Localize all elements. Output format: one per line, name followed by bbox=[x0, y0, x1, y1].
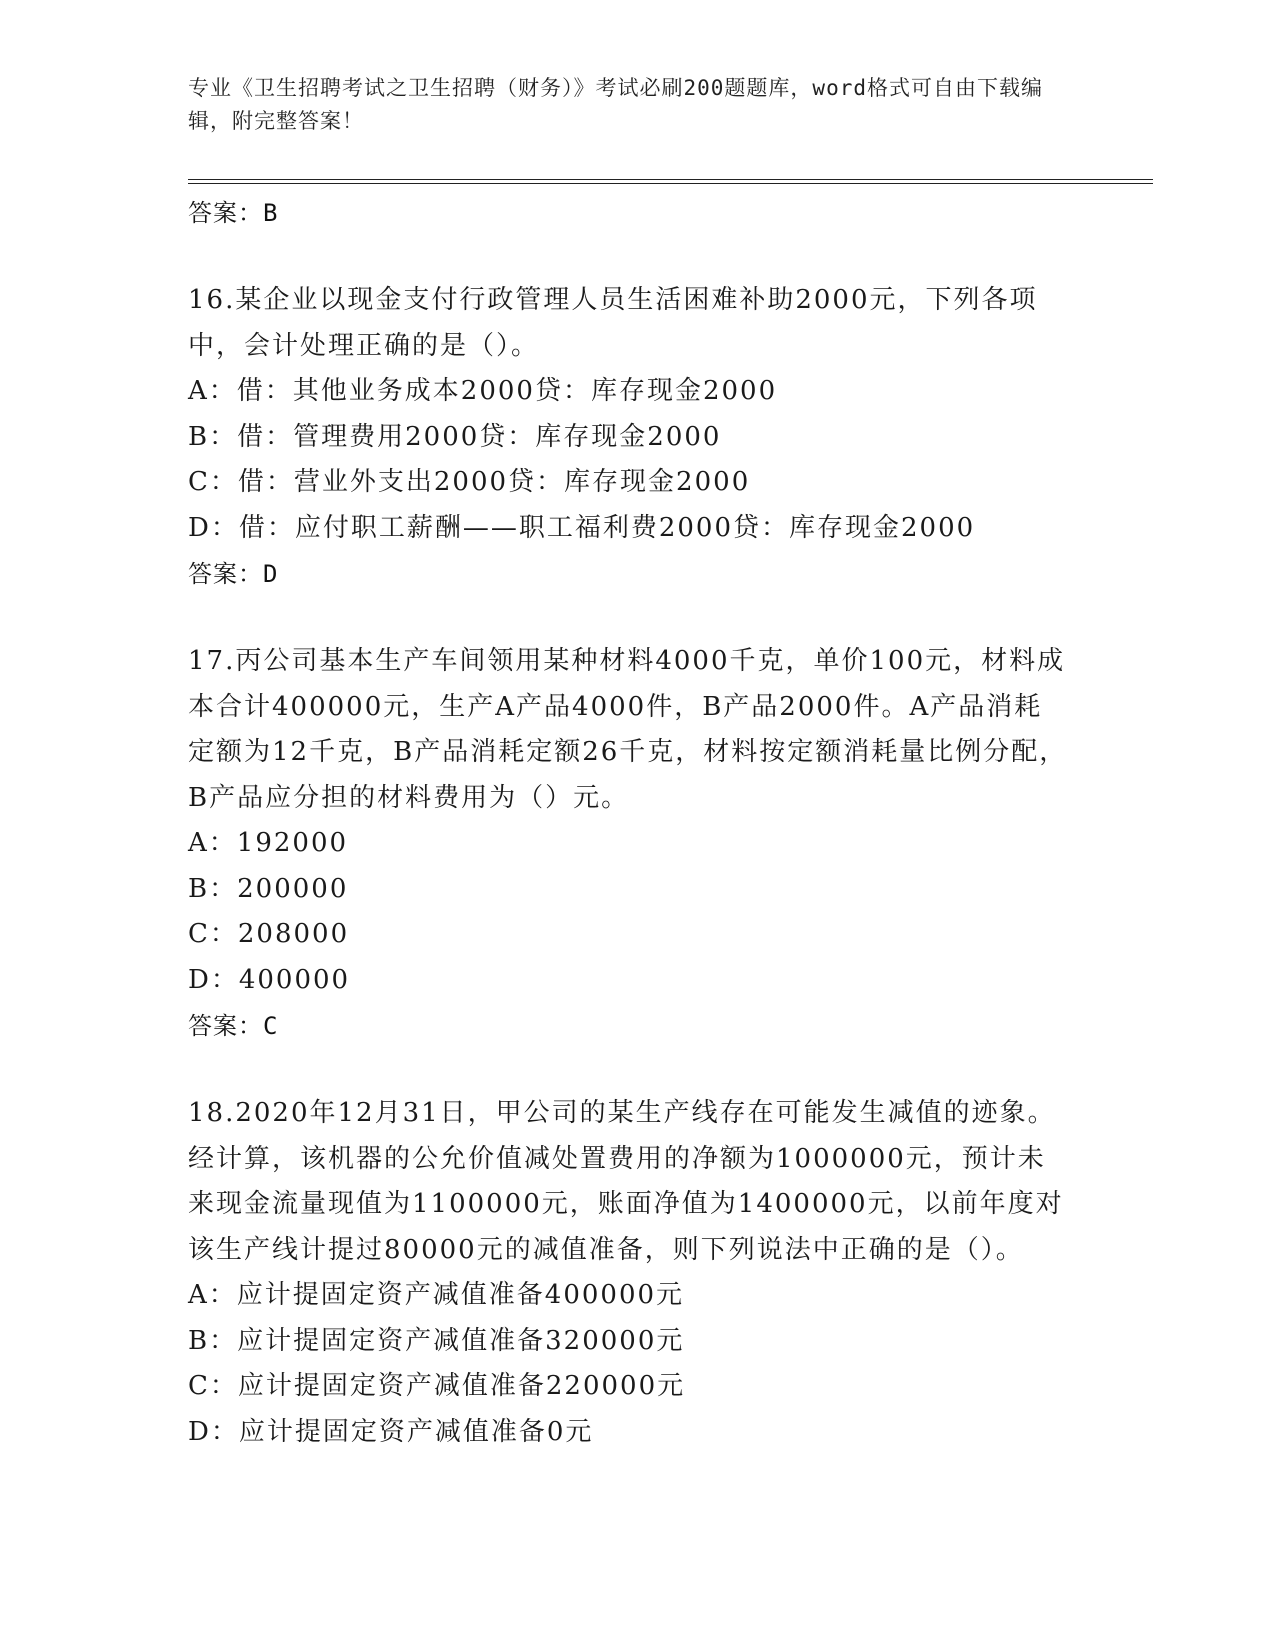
header-divider-top bbox=[188, 179, 1153, 180]
question-17 bbox=[188, 639, 1088, 1049]
option-c: C：208000 bbox=[188, 919, 350, 949]
option-b: B：应计提固定资产减值准备320000元 bbox=[188, 1325, 685, 1356]
option-d: D：400000 bbox=[188, 964, 351, 995]
question-text: 18.2020年12月31日，甲公司的某生产线存在可能发生减值的迹象。经计算，该机器的公允价值减处置费用的净额为1000000元，预计未来现金流量现值为1100000元，账面净值为1400000元，以前年度对该生产线计提过80000元的减值准备，则下列说法中正确的是（）。 bbox=[188, 1098, 1064, 1265]
question-text: 17.丙公司基本生产车间领用某种材料4000千克，单价100元，材料成本合计400000元，生产A产品4000件，B产品2000件。A产品消耗定额为12千克，B产品消耗定额26千克，材料按定额消耗量比例分配，B产品应分担的材料费用为（）元。 bbox=[188, 646, 1068, 813]
answer-line: 答案：D bbox=[188, 560, 279, 588]
option-d: D：借：应付职工薪酬——职工福利费2000贷：库存现金2000 bbox=[188, 512, 976, 543]
document-content bbox=[188, 190, 1088, 1455]
question-text: 16.某企业以现金支付行政管理人员生活困难补助2000元，下列各项中，会计处理正确的是（）。 bbox=[188, 285, 1038, 361]
answer-line: 答案：C bbox=[188, 1012, 279, 1040]
header-divider-bottom bbox=[188, 183, 1153, 184]
option-c: C：应计提固定资产减值准备220000元 bbox=[188, 1371, 686, 1401]
question-18 bbox=[188, 1091, 1088, 1455]
previous-answer: 答案：B bbox=[188, 199, 279, 227]
option-b: B：借：管理费用2000贷：库存现金2000 bbox=[188, 421, 722, 452]
option-b: B：200000 bbox=[188, 873, 349, 904]
option-a: A：192000 bbox=[188, 828, 349, 858]
question-16 bbox=[188, 278, 1088, 597]
document-header-description: 专业《卫生招聘考试之卫生招聘（财务）》考试必刷200题题库，word格式可自由下载编辑，附完整答案！ bbox=[188, 76, 1043, 133]
option-d: D：应计提固定资产减值准备0元 bbox=[188, 1416, 594, 1447]
option-a: A：借：其他业务成本2000贷：库存现金2000 bbox=[188, 376, 778, 406]
option-a: A：应计提固定资产减值准备400000元 bbox=[188, 1280, 685, 1310]
option-c: C：借：营业外支出2000贷：库存现金2000 bbox=[188, 467, 751, 497]
